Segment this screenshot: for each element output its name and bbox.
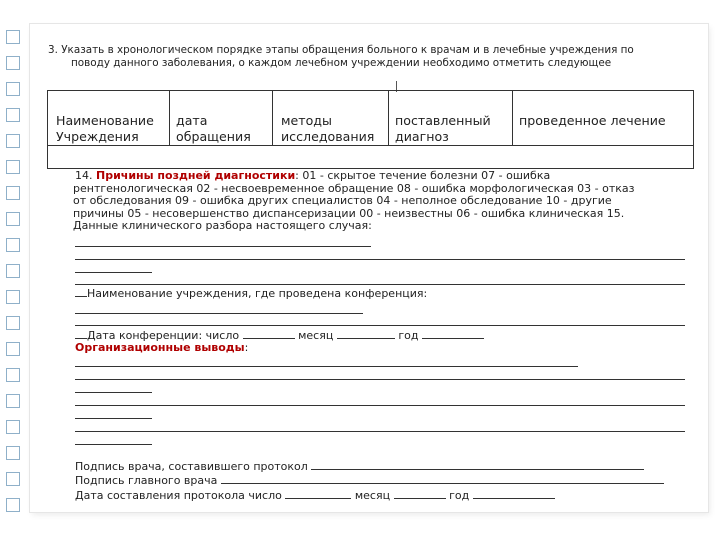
form-body: 14. Причины поздней диагностики: 01 - скрытое течение болезни 07 - ошибка рентгенологическая 02 - несвоевременное обращение 08 - ошибка морфологическая 03 - отказ от обследования 09 - ошибка других специалистов 04 - неполное обследование 10 - другие причины 05 - несовершенство диспансеризации 00 - неизвестны 06 - ошибка клиническая 15. Данные клинического разбора настоящего случая: Наименование учреждения, где проведена конференция: Дата конференции: число месяц год Организационные выводы: Подпись врача, составившего протокол Подпись главного врача Дата составления протокола число месяц год: [75, 170, 690, 503]
blank-line[interactable]: [75, 274, 685, 285]
blank-line[interactable]: [75, 369, 685, 380]
month-field[interactable]: [337, 328, 395, 339]
decor-square: [6, 160, 20, 174]
blank-line[interactable]: [75, 421, 685, 432]
table-cell[interactable]: [513, 146, 694, 169]
decor-square: [6, 56, 20, 70]
stages-table: [47, 90, 694, 169]
header-diagnosis: поставленный диагноз: [389, 91, 513, 146]
blank-line[interactable]: [75, 286, 87, 297]
org-heading: Организационные выводы: [75, 341, 245, 355]
blank-line[interactable]: [75, 395, 685, 406]
decor-square: [6, 186, 20, 200]
decor-square: [6, 316, 20, 330]
decor-square: [6, 446, 20, 460]
year-field[interactable]: [422, 328, 484, 339]
decor-square: [6, 498, 20, 512]
table-header-row: [48, 91, 694, 146]
header-institution: Наименование Учреждения: [48, 91, 170, 146]
blank-line[interactable]: [75, 434, 152, 445]
header-date: дата обращения: [170, 91, 273, 146]
chief-signature-field[interactable]: [221, 473, 664, 484]
protocol-date-row: Дата составления протокола число месяц год: [75, 488, 690, 503]
decor-square: [6, 290, 20, 304]
decor-square: [6, 420, 20, 434]
blank-line[interactable]: [75, 303, 363, 314]
table-cell[interactable]: [389, 146, 513, 169]
decor-square: [6, 212, 20, 226]
table-cell[interactable]: [48, 146, 170, 169]
blank-line[interactable]: [75, 249, 685, 260]
conference-date-row: Дата конференции: число месяц год: [75, 328, 690, 343]
doctor-signature-row: Подпись врача, составившего протокол: [75, 459, 690, 474]
blank-line[interactable]: [75, 328, 87, 339]
decor-square: [6, 264, 20, 278]
org-conclusions-row: Организационные выводы:: [75, 341, 249, 355]
decor-square: [6, 108, 20, 122]
blank-line[interactable]: [75, 262, 152, 273]
decor-square: [6, 82, 20, 96]
decor-square: [6, 394, 20, 408]
day-field[interactable]: [243, 328, 295, 339]
intro-paragraph: [48, 44, 678, 69]
decor-square: [6, 472, 20, 486]
header-methods: методы исследования: [273, 91, 389, 146]
table-row: [48, 146, 694, 169]
blank-line[interactable]: [75, 356, 578, 367]
decor-square: [6, 342, 20, 356]
table-cell[interactable]: [170, 146, 273, 169]
intro-line-2: поводу данного заболевания, о каждом лечебном учреждении необходимо отметить следующее: [71, 56, 612, 69]
blank-line[interactable]: [75, 382, 152, 393]
blank-line[interactable]: [75, 408, 152, 419]
blank-line[interactable]: [75, 236, 371, 247]
section-14-line-1: 14. Причины поздней диагностики: 01 - скрытое течение болезни 07 - ошибка: [75, 169, 551, 182]
slide-decoration-strip: [0, 0, 28, 540]
decor-square: [6, 30, 20, 44]
protocol-day-field[interactable]: [285, 488, 351, 499]
doctor-signature-field[interactable]: [311, 459, 644, 470]
header-treatment: проведенное лечение: [513, 91, 694, 146]
conference-place-row: Наименование учреждения, где проведена конференция:: [75, 286, 690, 301]
blank-line[interactable]: [75, 315, 685, 326]
chief-signature-row: Подпись главного врача: [75, 473, 690, 488]
decor-square: [6, 238, 20, 252]
protocol-year-field[interactable]: [473, 488, 555, 499]
intro-line-1: 3. Указать в хронологическом порядке этапы обращения больного к врачам и в лечебные учреждения по: [48, 44, 634, 56]
section-14-heading: Причины поздней диагностики: [96, 169, 296, 182]
protocol-month-field[interactable]: [394, 488, 446, 499]
decor-square: [6, 134, 20, 148]
table-cell[interactable]: [273, 146, 389, 169]
decor-square: [6, 368, 20, 382]
